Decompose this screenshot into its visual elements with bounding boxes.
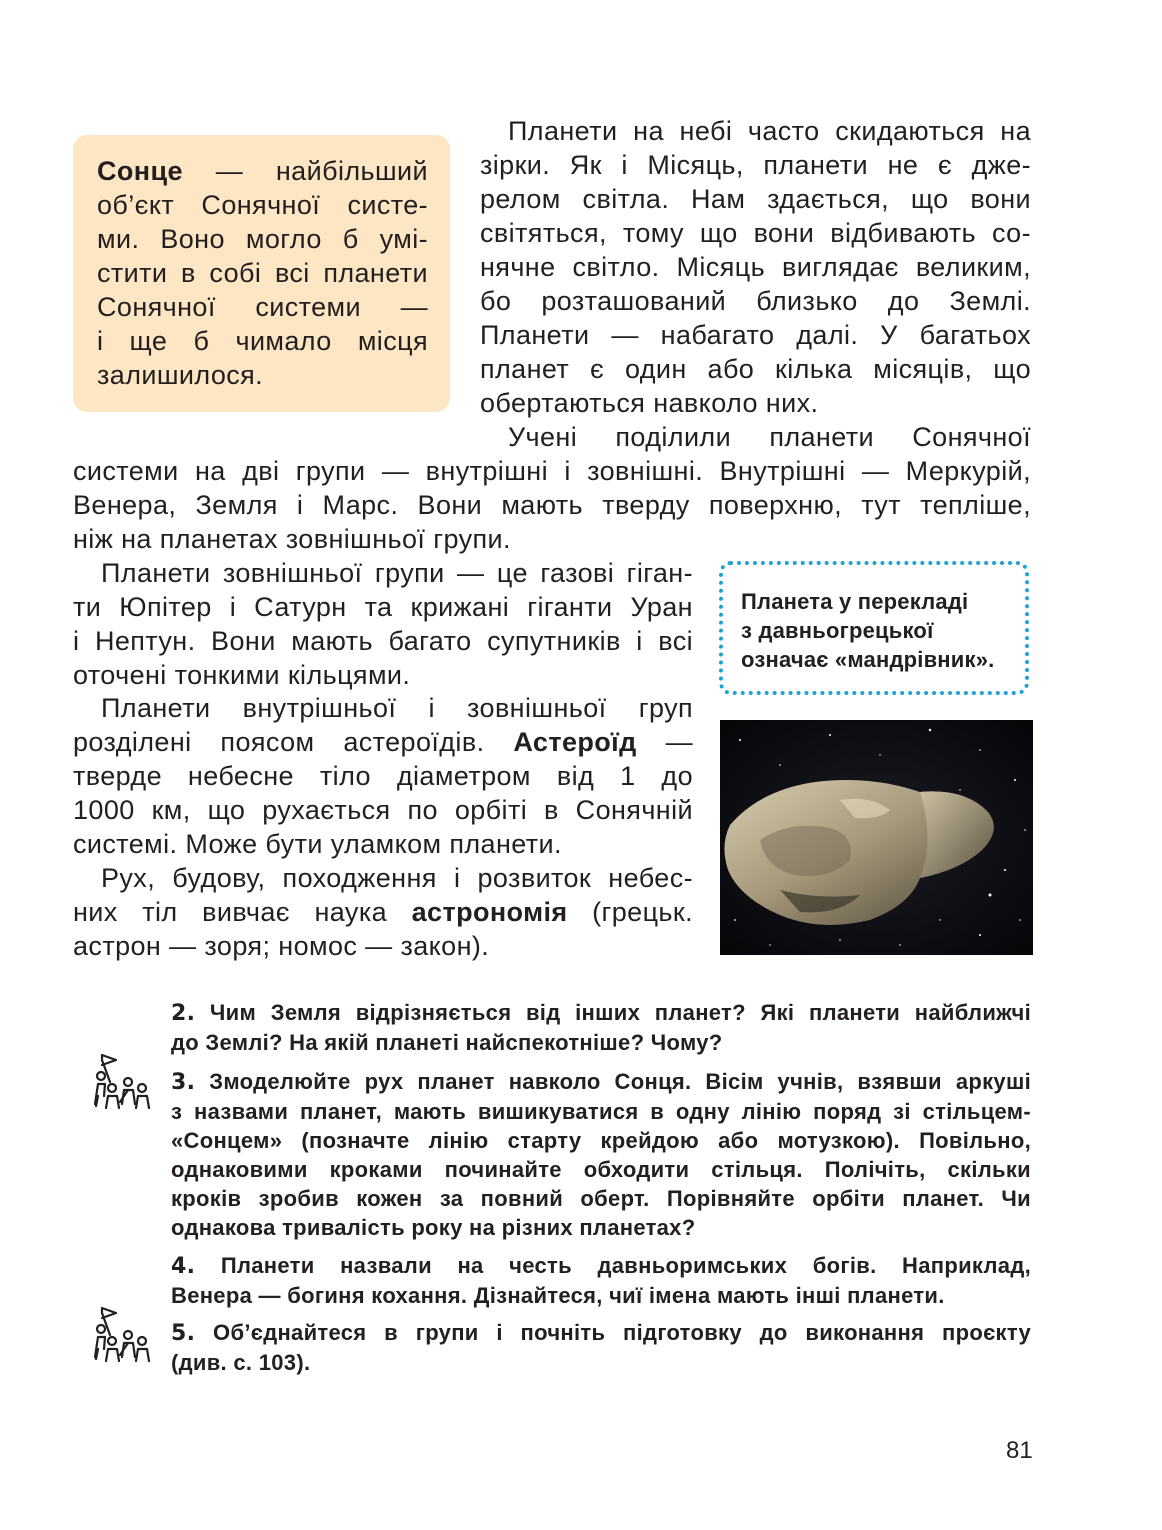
callout-line-7: залишилося. bbox=[97, 360, 264, 390]
note-line-2: з давньогрецької bbox=[741, 618, 934, 643]
p4-line: 1000 км, що рухається по орбіті в Сонячній bbox=[73, 795, 693, 825]
paragraph-astronomy bbox=[73, 861, 693, 963]
p3-line: Планети зовнішньої групи — це газові гіган- bbox=[101, 558, 693, 588]
planet-meaning-note bbox=[719, 561, 1029, 695]
p2-line: Венера, Земля і Марс. Вони мають тверду поверхню, тут тепліше, bbox=[73, 490, 1031, 520]
astronomy-term: астрономія bbox=[411, 897, 568, 927]
p1-line: зірки. Як і Місяць, планети не є дже- bbox=[480, 150, 1031, 180]
question-number: 3. bbox=[171, 1070, 196, 1095]
question-number: 2. bbox=[171, 1001, 196, 1026]
question-3-line-3: «Сонцем» (позначте лінію старту крейдою або мотузкою). Повільно, bbox=[171, 1128, 1031, 1153]
note-text bbox=[741, 587, 994, 674]
p4-line bbox=[73, 725, 693, 759]
p1-line: планет є один або кілька місяців, що bbox=[480, 354, 1031, 384]
question-number: 4. bbox=[171, 1254, 196, 1279]
paragraph-asteroid bbox=[73, 691, 693, 861]
note-line-1 bbox=[741, 587, 994, 616]
p1-line: Планети — набагато далі. У багатьох bbox=[480, 320, 1031, 350]
question-number: 5. bbox=[171, 1321, 196, 1346]
paragraph-outer-planets bbox=[73, 556, 693, 692]
p1-line: Планети на небі часто скидаються на bbox=[508, 116, 1031, 146]
question-5-line-1-text: Об’єднайтеся в групи і почніть підготовку до виконання проєкту bbox=[213, 1320, 1031, 1345]
question-2-line-2: до Землі? На якій планеті найспекотніше? Чому? bbox=[171, 1030, 723, 1055]
p5-line: астрон — зоря; номос — закон). bbox=[73, 931, 490, 961]
page-number: 81 bbox=[1006, 1437, 1033, 1464]
question-3 bbox=[171, 1067, 1031, 1242]
paragraph-planets-stars bbox=[480, 114, 1031, 420]
callout-line-6: і ще б чимало місця bbox=[97, 326, 428, 356]
p4-line: Планети внутрішньої і зовнішньої груп bbox=[101, 693, 693, 723]
question-3-line-1 bbox=[171, 1067, 1031, 1097]
callout-line-4: стити в собі всі планети bbox=[97, 258, 428, 288]
question-3-line-6: однакова тривалість року на різних планетах? bbox=[171, 1215, 696, 1240]
question-4-line-1-text: Планети назвали на честь давньоримських богів. Наприклад, bbox=[220, 1253, 1031, 1278]
question-3-line-2: з назвами планет, мають вишикуватися в одну лінію поряд зі стільцем- bbox=[171, 1099, 1031, 1124]
p1-line: обертаються навколо них. bbox=[480, 388, 819, 418]
callout-line-1-rest: — найбільший bbox=[182, 156, 428, 186]
group-work-icon bbox=[92, 1305, 152, 1363]
p4-line2-post: — bbox=[665, 727, 693, 757]
p1-line: нячне світло. Місяць виглядає великим, bbox=[480, 252, 1031, 282]
p4-line: тверде небесне тіло діаметром від 1 до bbox=[73, 761, 693, 791]
question-2-line-1-text: Чим Земля відрізняється від інших планет? Які планети найближчі bbox=[209, 1000, 1031, 1025]
question-4-line-2: Венера — богиня кохання. Дізнайтеся, чиї імена мають інші планети. bbox=[171, 1283, 945, 1308]
callout-line-2: об’єкт Сонячної систе- bbox=[97, 190, 428, 220]
sun-term: Сонце bbox=[97, 156, 183, 186]
callout-line-3: ми. Воно могло б умі- bbox=[97, 224, 428, 254]
p1-line: релом світла. Нам здається, що вони bbox=[480, 184, 1031, 214]
group-work-icon bbox=[92, 1052, 152, 1110]
sun-callout bbox=[73, 135, 450, 412]
p4-line2-pre: розділені поясом астероїдів. bbox=[73, 727, 485, 757]
p5-line: Рух, будову, походження і розвиток небес- bbox=[101, 863, 693, 893]
question-3-line-1-text: Змоделюйте рух планет навколо Сонця. Вісім учнів, взявши аркуші bbox=[209, 1069, 1031, 1094]
question-5-line-1 bbox=[171, 1318, 1031, 1348]
paragraph-groups-line1 bbox=[508, 420, 1031, 454]
question-5-line-2: (див. с. 103). bbox=[171, 1350, 311, 1375]
p1-line: бо розташований близько до Землі. bbox=[480, 286, 1031, 316]
question-3-line-4: однаковими кроками починайте обходити стільця. Полічіть, скільки bbox=[171, 1157, 1031, 1182]
callout-line-1 bbox=[97, 154, 428, 188]
planet-term: Планета bbox=[741, 589, 833, 614]
note-line-1-rest: у перекладі bbox=[832, 589, 969, 614]
p3-line: і Нептун. Вони мають багато супутників і всі bbox=[73, 626, 693, 656]
question-3-line-5: кроків зробив кожен за повний оберт. Порівняйте орбіти планет. Чи bbox=[171, 1186, 1031, 1211]
question-2 bbox=[171, 998, 1031, 1057]
p4-line: системі. Може бути уламком планети. bbox=[73, 829, 562, 859]
question-4-line-1 bbox=[171, 1251, 1031, 1281]
p5-line bbox=[73, 895, 693, 929]
question-2-line-1 bbox=[171, 998, 1031, 1028]
p3-line: оточені тонкими кільцями. bbox=[73, 660, 411, 690]
callout-line-5: Сонячної системи — bbox=[97, 292, 428, 322]
question-4 bbox=[171, 1251, 1031, 1310]
p5-line2-pre: них тіл вивчає наука bbox=[73, 897, 388, 927]
question-5 bbox=[171, 1318, 1031, 1377]
p2-line: ніж на планетах зовнішньої групи. bbox=[73, 524, 511, 554]
asteroid-term: Астероїд bbox=[513, 727, 637, 757]
p2-line: системи на дві групи — внутрішні і зовнішні. Внутрішні — Меркурій, bbox=[73, 456, 1031, 486]
note-line-3: означає «мандрівник». bbox=[741, 647, 995, 672]
p2-line: Учені поділили планети Сонячної bbox=[508, 422, 1031, 452]
asteroid-illustration bbox=[720, 720, 1033, 955]
p3-line: ти Юпітер і Сатурн та крижані гіганти Уран bbox=[73, 592, 693, 622]
paragraph-groups bbox=[73, 454, 1031, 556]
p5-line2-post: (грецьк. bbox=[592, 897, 694, 927]
asteroid-photo bbox=[720, 720, 1033, 955]
sun-callout-text bbox=[97, 154, 428, 392]
p1-line: світяться, тому що вони відбивають со- bbox=[480, 218, 1031, 248]
